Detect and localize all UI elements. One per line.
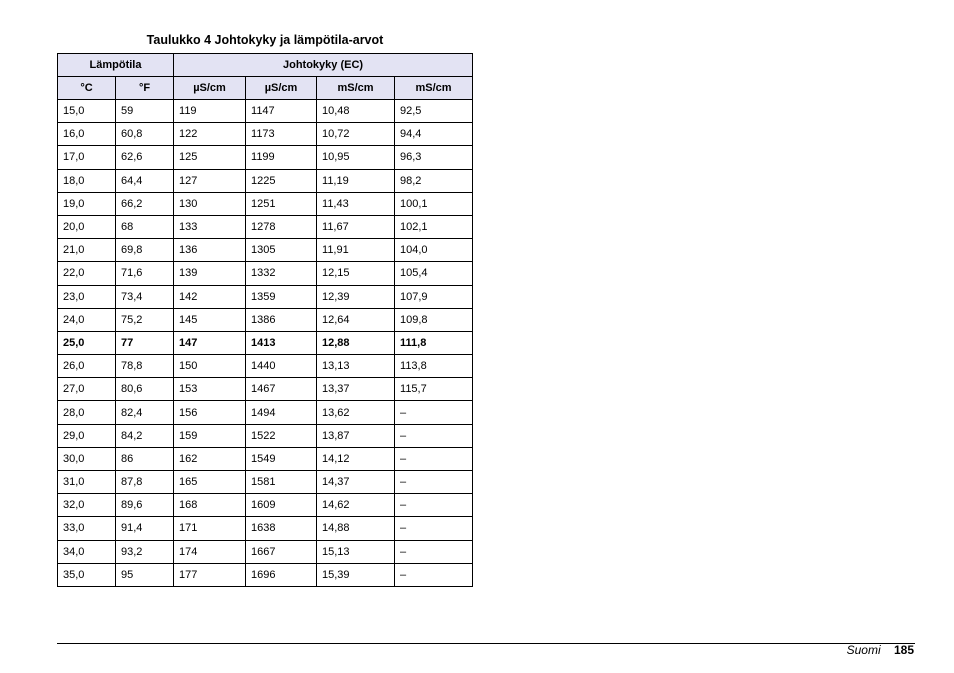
cell-us-cm-a: 162 xyxy=(174,447,246,470)
cell-us-cm-b: 1173 xyxy=(246,123,317,146)
cell-us-cm-a: 119 xyxy=(174,100,246,123)
cell-ms-cm-b: 115,7 xyxy=(395,378,473,401)
table-row xyxy=(58,447,473,470)
table-row xyxy=(58,494,473,517)
cell-ms-cm-b: 105,4 xyxy=(395,262,473,285)
cell-us-cm-a: 159 xyxy=(174,424,246,447)
cell-us-cm-a: 171 xyxy=(174,517,246,540)
cell-us-cm-a: 174 xyxy=(174,540,246,563)
table-row xyxy=(58,239,473,262)
cell-fahrenheit: 69,8 xyxy=(116,239,174,262)
cell-us-cm-a: 168 xyxy=(174,494,246,517)
cell-ms-cm-b: – xyxy=(395,494,473,517)
cell-us-cm-b: 1251 xyxy=(246,192,317,215)
cell-us-cm-b: 1609 xyxy=(246,494,317,517)
cell-ms-cm-a: 11,67 xyxy=(317,215,395,238)
cell-us-cm-b: 1667 xyxy=(246,540,317,563)
cell-fahrenheit: 77 xyxy=(116,331,174,354)
cell-fahrenheit: 68 xyxy=(116,215,174,238)
cell-us-cm-b: 1494 xyxy=(246,401,317,424)
cell-ms-cm-b: – xyxy=(395,447,473,470)
cell-fahrenheit: 86 xyxy=(116,447,174,470)
cell-ms-cm-a: 15,13 xyxy=(317,540,395,563)
cell-ms-cm-a: 11,43 xyxy=(317,192,395,215)
unit-header-celsius: °C xyxy=(58,77,116,100)
cell-fahrenheit: 59 xyxy=(116,100,174,123)
cell-celsius: 15,0 xyxy=(58,100,116,123)
unit-header-ms-cm-2: mS/cm xyxy=(395,77,473,100)
unit-header-us-cm-2: µS/cm xyxy=(246,77,317,100)
cell-fahrenheit: 73,4 xyxy=(116,285,174,308)
cell-fahrenheit: 95 xyxy=(116,563,174,586)
cell-us-cm-a: 153 xyxy=(174,378,246,401)
cell-fahrenheit: 62,6 xyxy=(116,146,174,169)
cell-celsius: 24,0 xyxy=(58,308,116,331)
cell-celsius: 29,0 xyxy=(58,424,116,447)
table-row xyxy=(58,123,473,146)
cell-celsius: 33,0 xyxy=(58,517,116,540)
cell-us-cm-a: 127 xyxy=(174,169,246,192)
table-row xyxy=(58,331,473,354)
footer-language: Suomi xyxy=(846,643,881,657)
table-row xyxy=(58,308,473,331)
cell-ms-cm-b: 100,1 xyxy=(395,192,473,215)
table-row xyxy=(58,401,473,424)
cell-us-cm-a: 139 xyxy=(174,262,246,285)
cell-celsius: 23,0 xyxy=(58,285,116,308)
table-row xyxy=(58,563,473,586)
cell-us-cm-a: 156 xyxy=(174,401,246,424)
cell-ms-cm-a: 13,62 xyxy=(317,401,395,424)
table-body xyxy=(58,100,473,587)
table-row xyxy=(58,540,473,563)
cell-fahrenheit: 93,2 xyxy=(116,540,174,563)
cell-celsius: 34,0 xyxy=(58,540,116,563)
cell-us-cm-b: 1147 xyxy=(246,100,317,123)
cell-ms-cm-a: 10,48 xyxy=(317,100,395,123)
cell-ms-cm-b: 109,8 xyxy=(395,308,473,331)
table-row xyxy=(58,100,473,123)
cell-fahrenheit: 84,2 xyxy=(116,424,174,447)
cell-ms-cm-a: 12,64 xyxy=(317,308,395,331)
cell-celsius: 21,0 xyxy=(58,239,116,262)
cell-celsius: 22,0 xyxy=(58,262,116,285)
cell-fahrenheit: 71,6 xyxy=(116,262,174,285)
footer-divider xyxy=(57,643,915,644)
cell-us-cm-b: 1332 xyxy=(246,262,317,285)
cell-us-cm-a: 177 xyxy=(174,563,246,586)
table-row xyxy=(58,262,473,285)
table-row xyxy=(58,378,473,401)
table-caption: Taulukko 4 Johtokyky ja lämpötila-arvot xyxy=(146,33,384,47)
conductivity-header: Johtokyky (EC) xyxy=(174,54,473,77)
cell-celsius: 20,0 xyxy=(58,215,116,238)
cell-ms-cm-b: – xyxy=(395,424,473,447)
cell-us-cm-a: 130 xyxy=(174,192,246,215)
cell-us-cm-b: 1225 xyxy=(246,169,317,192)
conductivity-temperature-table xyxy=(57,53,473,587)
cell-ms-cm-a: 10,95 xyxy=(317,146,395,169)
cell-fahrenheit: 66,2 xyxy=(116,192,174,215)
cell-fahrenheit: 82,4 xyxy=(116,401,174,424)
cell-fahrenheit: 91,4 xyxy=(116,517,174,540)
cell-fahrenheit: 75,2 xyxy=(116,308,174,331)
cell-ms-cm-a: 15,39 xyxy=(317,563,395,586)
cell-ms-cm-b: 107,9 xyxy=(395,285,473,308)
cell-us-cm-a: 122 xyxy=(174,123,246,146)
cell-us-cm-b: 1581 xyxy=(246,471,317,494)
cell-us-cm-b: 1199 xyxy=(246,146,317,169)
cell-ms-cm-a: 12,88 xyxy=(317,331,395,354)
group-header-row xyxy=(58,54,473,77)
cell-ms-cm-a: 14,37 xyxy=(317,471,395,494)
cell-celsius: 19,0 xyxy=(58,192,116,215)
cell-ms-cm-b: – xyxy=(395,471,473,494)
cell-ms-cm-a: 12,39 xyxy=(317,285,395,308)
cell-fahrenheit: 87,8 xyxy=(116,471,174,494)
cell-ms-cm-b: 98,2 xyxy=(395,169,473,192)
cell-fahrenheit: 64,4 xyxy=(116,169,174,192)
table-row xyxy=(58,215,473,238)
cell-us-cm-b: 1549 xyxy=(246,447,317,470)
table-row xyxy=(58,424,473,447)
unit-header-us-cm-1: µS/cm xyxy=(174,77,246,100)
cell-celsius: 35,0 xyxy=(58,563,116,586)
cell-ms-cm-b: – xyxy=(395,563,473,586)
cell-us-cm-a: 125 xyxy=(174,146,246,169)
table-row xyxy=(58,285,473,308)
cell-ms-cm-b: – xyxy=(395,517,473,540)
cell-fahrenheit: 78,8 xyxy=(116,355,174,378)
table-row xyxy=(58,192,473,215)
cell-fahrenheit: 60,8 xyxy=(116,123,174,146)
cell-us-cm-b: 1413 xyxy=(246,331,317,354)
cell-celsius: 31,0 xyxy=(58,471,116,494)
cell-ms-cm-a: 11,91 xyxy=(317,239,395,262)
cell-celsius: 18,0 xyxy=(58,169,116,192)
table-row xyxy=(58,517,473,540)
page-number: 185 xyxy=(893,643,914,657)
cell-us-cm-a: 133 xyxy=(174,215,246,238)
cell-us-cm-a: 136 xyxy=(174,239,246,262)
cell-ms-cm-b: – xyxy=(395,401,473,424)
page-footer xyxy=(847,643,914,657)
cell-us-cm-a: 142 xyxy=(174,285,246,308)
unit-header-fahrenheit: °F xyxy=(116,77,174,100)
cell-us-cm-a: 165 xyxy=(174,471,246,494)
cell-us-cm-b: 1696 xyxy=(246,563,317,586)
cell-us-cm-a: 147 xyxy=(174,331,246,354)
cell-ms-cm-a: 10,72 xyxy=(317,123,395,146)
cell-celsius: 27,0 xyxy=(58,378,116,401)
cell-ms-cm-a: 14,88 xyxy=(317,517,395,540)
cell-ms-cm-b: 96,3 xyxy=(395,146,473,169)
cell-ms-cm-b: 102,1 xyxy=(395,215,473,238)
cell-celsius: 32,0 xyxy=(58,494,116,517)
table-row xyxy=(58,471,473,494)
cell-fahrenheit: 80,6 xyxy=(116,378,174,401)
cell-us-cm-b: 1638 xyxy=(246,517,317,540)
cell-ms-cm-a: 13,37 xyxy=(317,378,395,401)
cell-fahrenheit: 89,6 xyxy=(116,494,174,517)
cell-celsius: 17,0 xyxy=(58,146,116,169)
cell-us-cm-b: 1522 xyxy=(246,424,317,447)
cell-ms-cm-a: 13,13 xyxy=(317,355,395,378)
unit-header-ms-cm-1: mS/cm xyxy=(317,77,395,100)
cell-us-cm-a: 145 xyxy=(174,308,246,331)
cell-ms-cm-b: – xyxy=(395,540,473,563)
cell-ms-cm-b: 113,8 xyxy=(395,355,473,378)
cell-ms-cm-a: 12,15 xyxy=(317,262,395,285)
cell-celsius: 25,0 xyxy=(58,331,116,354)
cell-celsius: 30,0 xyxy=(58,447,116,470)
cell-us-cm-b: 1440 xyxy=(246,355,317,378)
cell-us-cm-b: 1467 xyxy=(246,378,317,401)
temperature-header: Lämpötila xyxy=(58,54,174,77)
cell-ms-cm-b: 92,5 xyxy=(395,100,473,123)
cell-ms-cm-a: 13,87 xyxy=(317,424,395,447)
cell-ms-cm-b: 104,0 xyxy=(395,239,473,262)
cell-us-cm-b: 1359 xyxy=(246,285,317,308)
cell-celsius: 26,0 xyxy=(58,355,116,378)
cell-ms-cm-b: 94,4 xyxy=(395,123,473,146)
cell-us-cm-b: 1278 xyxy=(246,215,317,238)
cell-us-cm-a: 150 xyxy=(174,355,246,378)
table-row xyxy=(58,146,473,169)
table-row xyxy=(58,169,473,192)
cell-celsius: 28,0 xyxy=(58,401,116,424)
cell-ms-cm-a: 14,62 xyxy=(317,494,395,517)
table-row xyxy=(58,355,473,378)
cell-us-cm-b: 1305 xyxy=(246,239,317,262)
cell-ms-cm-b: 111,8 xyxy=(395,331,473,354)
cell-us-cm-b: 1386 xyxy=(246,308,317,331)
cell-ms-cm-a: 11,19 xyxy=(317,169,395,192)
unit-header-row xyxy=(58,77,473,100)
cell-ms-cm-a: 14,12 xyxy=(317,447,395,470)
cell-celsius: 16,0 xyxy=(58,123,116,146)
